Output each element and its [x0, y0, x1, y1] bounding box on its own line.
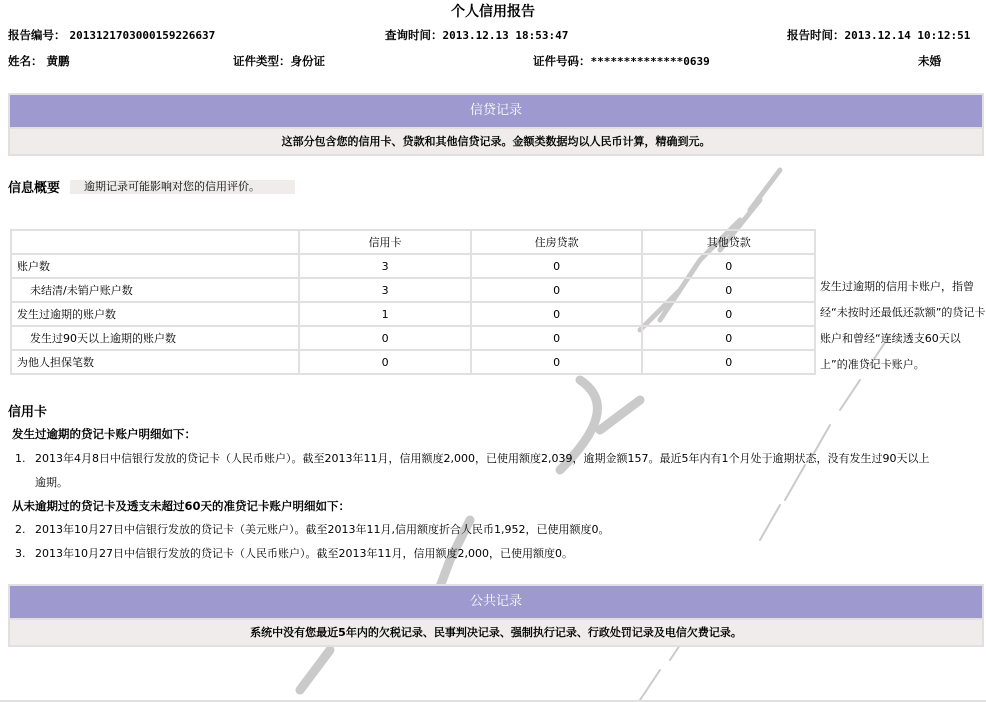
list-item-text: 2013年10月27日中信银行发放的贷记卡（美元账户）。截至2013年11月,信用额度折合人民币1,952，已使用额度0。 [35, 523, 610, 536]
table-cell: 0 [471, 350, 643, 374]
report-number-label: 报告编号： [8, 28, 66, 42]
table-row [11, 350, 815, 374]
credit-card-heading: 信用卡 [8, 405, 48, 420]
id-type-field [233, 53, 325, 69]
report-time-value: 2013.12.14 10:12:51 [844, 29, 971, 42]
row-label: 发生过90天以上逾期的账户数 [11, 326, 299, 350]
public-records-subtitle: 系统中没有您最近5年内的欠税记录、民事判决记录、强制执行记录、行政处罚记录及电信欠费记录。 [10, 618, 982, 645]
query-time-value: 2013.12.13 18:53:47 [442, 29, 569, 42]
query-time-label: 查询时间： [385, 28, 443, 42]
credit-section [8, 93, 984, 156]
list-item-number: 1. [15, 452, 26, 465]
table-cell: 0 [642, 278, 815, 302]
table-cell: 0 [471, 302, 643, 326]
column-header-empty [11, 230, 299, 254]
credit-section-subtitle: 这部分包含您的信用卡、贷款和其他信贷记录。金额类数据均以人民币计算，精确到元。 [10, 127, 982, 154]
table-cell: 0 [299, 326, 471, 350]
list-item [15, 450, 929, 466]
table-cell: 0 [471, 278, 643, 302]
column-header: 其他贷款 [642, 230, 815, 254]
table-cell: 0 [642, 302, 815, 326]
table-cell: 3 [299, 254, 471, 278]
row-label: 未结清/未销户账户数 [11, 278, 299, 302]
public-records-section [8, 584, 984, 647]
list-item [15, 521, 609, 537]
credit-section-header: 信贷记录 [10, 95, 982, 127]
list-item-continuation: 逾期。 [35, 476, 68, 489]
table-cell: 0 [642, 350, 815, 374]
table-header-row [11, 230, 815, 254]
table-cell: 1 [299, 302, 471, 326]
report-number [8, 27, 215, 43]
list-item-number: 3. [15, 547, 26, 560]
table-cell: 0 [642, 326, 815, 350]
id-number-field [533, 53, 710, 69]
row-label: 为他人担保笔数 [11, 350, 299, 374]
table-cell: 0 [299, 350, 471, 374]
table-row [11, 326, 815, 350]
name-value: 黄鹏 [46, 54, 70, 68]
list-item-text: 2013年4月8日中信银行发放的贷记卡（人民币账户）。截至2013年11月，信用额度2,000，已使用额度2,039，逾期金额157。最近5年内有1个月处于逾期状态，没有发生过90天以上 [35, 452, 930, 465]
query-time [385, 27, 568, 43]
report-time-label: 报告时间： [787, 28, 845, 42]
summary-heading: 信息概要 [8, 181, 61, 196]
id-type-value: 身份证 [290, 54, 325, 68]
normal-accounts-heading: 从未逾期过的贷记卡及透支未超过60天的准贷记卡账户明细如下： [12, 499, 350, 513]
watermark-stroke [750, 170, 780, 210]
report-number-value: 2013121703000159226637 [69, 29, 216, 42]
summary-hint: 逾期记录可能影响对您的信用评价。 [70, 180, 295, 194]
summary-table [10, 229, 816, 375]
row-label: 发生过逾期的账户数 [11, 302, 299, 326]
watermark-stroke [600, 400, 640, 430]
list-item [15, 545, 573, 561]
table-cell: 0 [471, 326, 643, 350]
table-cell: 3 [299, 278, 471, 302]
table-row [11, 302, 815, 326]
report-title: 个人信用报告 [451, 4, 535, 20]
id-number-value: **************0639 [590, 55, 710, 68]
table-cell: 0 [642, 254, 815, 278]
watermark-stroke [300, 650, 330, 690]
marital-status: 未婚 [918, 54, 941, 68]
overdue-note: 发生过逾期的信用卡账户，指曾经“未按时还最低还款额”的贷记卡账户和曾经“连续透支60天以上”的准贷记卡账户。 [820, 280, 986, 371]
overdue-accounts-heading: 发生过逾期的贷记卡账户明细如下： [12, 427, 196, 441]
watermark-stroke [760, 425, 830, 540]
table-cell: 0 [471, 254, 643, 278]
list-item-number: 2. [15, 523, 26, 536]
table-row [11, 278, 815, 302]
id-type-label: 证件类型： [233, 54, 291, 68]
column-header: 信用卡 [299, 230, 471, 254]
public-records-header: 公共记录 [10, 586, 982, 618]
list-item-text: 2013年10月27日中信银行发放的贷记卡（人民币账户）。截至2013年11月，信用额度2,000，已使用额度0。 [35, 547, 573, 560]
table-row [11, 254, 815, 278]
id-number-label: 证件号码： [533, 54, 591, 68]
row-label: 账户数 [11, 254, 299, 278]
column-header: 住房贷款 [471, 230, 643, 254]
name-field [8, 53, 70, 69]
report-time [787, 27, 970, 43]
name-label: 姓名： [8, 54, 43, 68]
